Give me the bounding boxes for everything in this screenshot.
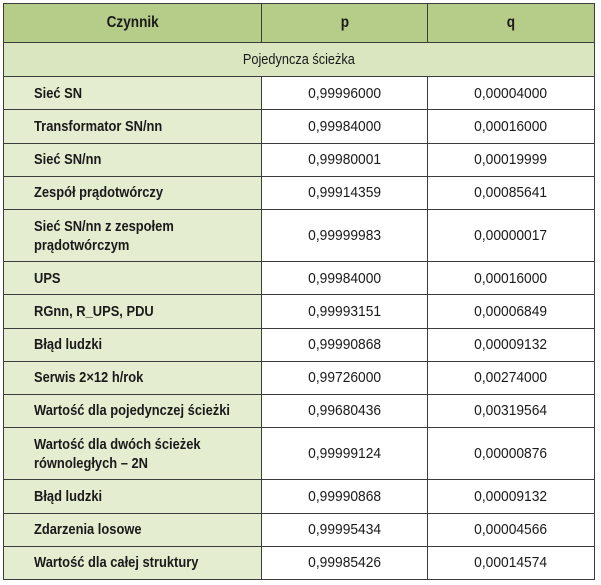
table-row (4, 110, 595, 143)
factor-cell: Sieć SN/nn (4, 143, 262, 176)
q-cell: 0,00000017 (428, 209, 595, 261)
q-cell: 0,00319564 (428, 394, 595, 427)
q-cell: 0,00019999 (428, 143, 595, 176)
factor-cell: Wartość dla dwóch ścieżek równoległych – 2N (4, 428, 262, 480)
header-factor: Czynnik (4, 4, 262, 43)
header-q: q (428, 4, 595, 43)
table-row (4, 513, 595, 546)
p-cell: 0,99914359 (262, 176, 428, 209)
factor-cell: Zespół prądotwórczy (4, 176, 262, 209)
table-row (4, 262, 595, 295)
factor-cell: Błąd ludzki (4, 480, 262, 513)
factor-cell: RGnn, R_UPS, PDU (4, 295, 262, 328)
header-row (4, 4, 595, 43)
q-cell: 0,00004566 (428, 513, 595, 546)
table-row (4, 176, 595, 209)
q-cell: 0,00000876 (428, 428, 595, 480)
table-row (4, 295, 595, 328)
p-cell: 0,99999124 (262, 428, 428, 480)
q-cell: 0,00004000 (428, 77, 595, 110)
table-row (4, 77, 595, 110)
factor-cell: Wartość dla całej struktury (4, 546, 262, 579)
header-p: p (262, 4, 428, 43)
factor-cell: Sieć SN/nn z zespołem prądotwórczym (4, 209, 262, 261)
q-cell: 0,00274000 (428, 361, 595, 394)
factor-cell: Sieć SN (4, 77, 262, 110)
reliability-table (3, 3, 595, 580)
p-cell: 0,99990868 (262, 328, 428, 361)
p-cell: 0,99984000 (262, 110, 428, 143)
q-cell: 0,00009132 (428, 480, 595, 513)
p-cell: 0,99984000 (262, 262, 428, 295)
reliability-table-container (3, 3, 594, 580)
p-cell: 0,99990868 (262, 480, 428, 513)
q-cell: 0,00016000 (428, 262, 595, 295)
table-row (4, 428, 595, 480)
table-row (4, 480, 595, 513)
q-cell: 0,00009132 (428, 328, 595, 361)
table-row (4, 546, 595, 579)
factor-cell: Wartość dla pojedynczej ścieżki (4, 394, 262, 427)
q-cell: 0,00006849 (428, 295, 595, 328)
p-cell: 0,99996000 (262, 77, 428, 110)
table-row (4, 209, 595, 261)
p-cell: 0,99995434 (262, 513, 428, 546)
factor-cell: Transformator SN/nn (4, 110, 262, 143)
q-cell: 0,00014574 (428, 546, 595, 579)
section-label: Pojedyncza ścieżka (4, 43, 595, 77)
table-body (4, 43, 595, 580)
p-cell: 0,99980001 (262, 143, 428, 176)
factor-cell: UPS (4, 262, 262, 295)
factor-cell: Błąd ludzki (4, 328, 262, 361)
p-cell: 0,99993151 (262, 295, 428, 328)
p-cell: 0,99726000 (262, 361, 428, 394)
table-row (4, 143, 595, 176)
p-cell: 0,99985426 (262, 546, 428, 579)
table-row (4, 361, 595, 394)
p-cell: 0,99999983 (262, 209, 428, 261)
section-row (4, 43, 595, 77)
table-row (4, 328, 595, 361)
table-row (4, 394, 595, 427)
factor-cell: Zdarzenia losowe (4, 513, 262, 546)
p-cell: 0,99680436 (262, 394, 428, 427)
factor-cell: Serwis 2×12 h/rok (4, 361, 262, 394)
q-cell: 0,00085641 (428, 176, 595, 209)
q-cell: 0,00016000 (428, 110, 595, 143)
